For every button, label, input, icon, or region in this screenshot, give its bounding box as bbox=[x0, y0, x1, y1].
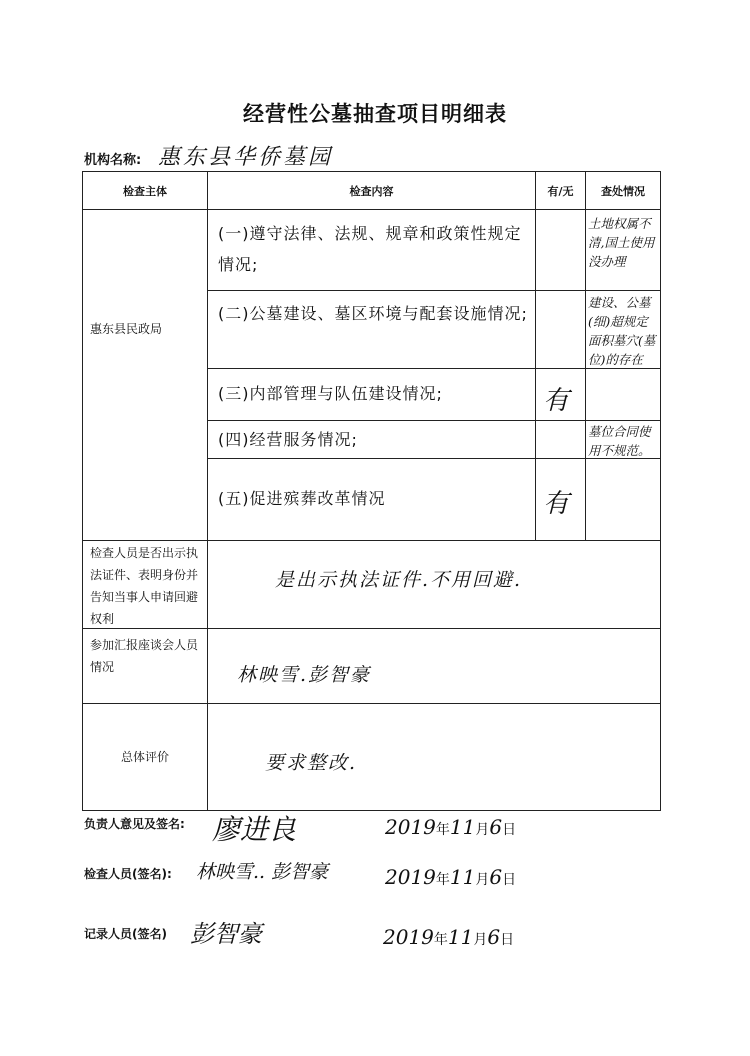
year-unit: 年 bbox=[435, 822, 450, 838]
day-unit: 日 bbox=[502, 872, 517, 888]
row-content-4: (四)经营服务情况; bbox=[218, 430, 358, 449]
grid-line bbox=[82, 171, 83, 811]
overall-value: 要求整改. bbox=[265, 752, 358, 774]
month-unit: 月 bbox=[473, 932, 488, 948]
recorder-date-day: 6 bbox=[487, 925, 501, 949]
inspector-date-month: 11 bbox=[449, 865, 476, 889]
inspector-date-year: 2019 bbox=[385, 865, 436, 889]
inspection-subject: 惠东县民政局 bbox=[90, 322, 163, 336]
month-unit: 月 bbox=[475, 822, 490, 838]
grid-line bbox=[82, 171, 661, 172]
leader-date-year: 2019 bbox=[385, 815, 436, 839]
inspector-label: 检查人员(签名): bbox=[84, 867, 172, 881]
inspector-date bbox=[385, 865, 516, 889]
grid-line bbox=[585, 171, 586, 541]
grid-line bbox=[82, 209, 661, 210]
row-content-2: (二)公墓建设、墓区环境与配套设施情况; bbox=[218, 304, 528, 323]
row-content-5: (五)促进殡葬改革情况 bbox=[218, 489, 386, 508]
certificate-value: 是出示执法证件.不用回避. bbox=[275, 569, 523, 591]
leader-label: 负责人意见及签名: bbox=[84, 817, 185, 831]
meeting-label: 参加汇报座谈会人员情况 bbox=[90, 638, 199, 674]
month-unit: 月 bbox=[475, 872, 490, 888]
recorder-signature: 彭智豪 bbox=[190, 920, 262, 948]
leader-date-day: 6 bbox=[489, 815, 503, 839]
day-unit: 日 bbox=[502, 822, 517, 838]
org-name-handwritten: 惠东县华侨墓园 bbox=[158, 145, 334, 170]
row-content-1: (一)遵守法律、法规、规章和政策性规定情况; bbox=[218, 224, 522, 274]
grid-line bbox=[82, 703, 661, 704]
recorder-date bbox=[383, 925, 514, 949]
recorder-date-month: 11 bbox=[447, 925, 474, 949]
certificate-label: 检查人员是否出示执法证件、表明身份并告知当事人申请回避权利 bbox=[90, 546, 199, 626]
year-unit: 年 bbox=[433, 932, 448, 948]
header-yesno: 有/无 bbox=[547, 185, 574, 198]
inspector-signature: 林映雪.. 彭智豪 bbox=[196, 861, 329, 883]
overall-label: 总体评价 bbox=[120, 750, 169, 764]
header-result: 查处情况 bbox=[601, 185, 645, 198]
grid-line bbox=[82, 540, 661, 541]
header-content: 检查内容 bbox=[349, 185, 394, 198]
year-unit: 年 bbox=[435, 872, 450, 888]
leader-signature: 廖进良 bbox=[212, 813, 297, 846]
recorder-date-year: 2019 bbox=[383, 925, 434, 949]
row-result-1: 土地权属不清,国土使用没办理 bbox=[588, 216, 655, 269]
meeting-value: 林映雪.彭智豪 bbox=[237, 664, 372, 686]
row-result-4: 墓位合同使用不规范。 bbox=[588, 424, 651, 458]
grid-line bbox=[535, 171, 536, 541]
grid-line bbox=[207, 420, 661, 421]
day-unit: 日 bbox=[500, 932, 515, 948]
grid-line bbox=[660, 171, 661, 811]
row-yesno-5: 有 bbox=[543, 489, 570, 519]
row-result-2: 建设、公墓(细)超规定面积墓穴(墓位)的存在 bbox=[588, 295, 656, 367]
leader-date bbox=[385, 815, 516, 839]
org-label: 机构名称: bbox=[84, 153, 142, 168]
row-yesno-3: 有 bbox=[543, 386, 570, 416]
leader-date-month: 11 bbox=[449, 815, 476, 839]
recorder-label: 记录人员(签名) bbox=[84, 927, 167, 941]
header-subject: 检查主体 bbox=[123, 185, 167, 198]
page-title: 经营性公墓抽查项目明细表 bbox=[243, 102, 507, 126]
row-content-3: (三)内部管理与队伍建设情况; bbox=[218, 384, 443, 403]
inspector-date-day: 6 bbox=[489, 865, 503, 889]
grid-line bbox=[82, 810, 661, 811]
grid-line bbox=[207, 171, 208, 811]
grid-line bbox=[207, 290, 661, 291]
